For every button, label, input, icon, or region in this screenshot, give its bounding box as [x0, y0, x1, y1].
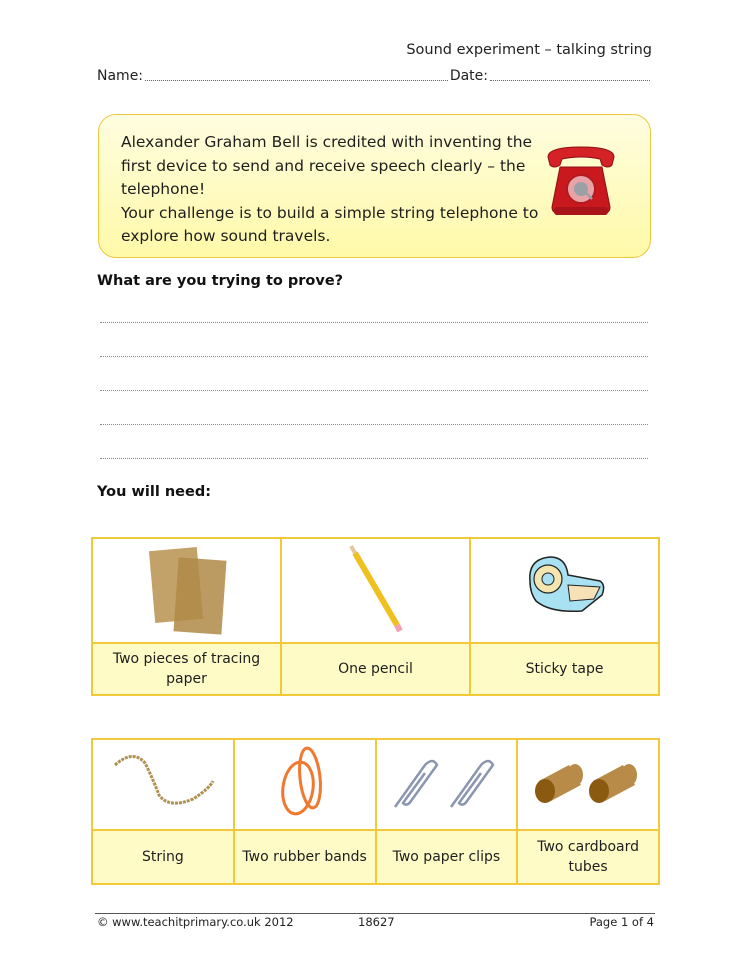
answer-line[interactable] [100, 458, 648, 459]
materials-image-cell [470, 538, 659, 643]
tracing-paper-icon [132, 541, 242, 636]
answer-line[interactable] [100, 356, 648, 357]
paper-clips-icon [381, 743, 511, 823]
material-label-paper-clips: Two paper clips [376, 830, 518, 884]
materials-image-cell [234, 739, 376, 830]
answer-line[interactable] [100, 390, 648, 391]
material-label-sticky-tape: Sticky tape [470, 643, 659, 695]
footer-page-number: Page 1 of 4 [589, 915, 654, 929]
answer-line[interactable] [100, 424, 648, 425]
date-label: Date: [449, 68, 488, 84]
intro-line: first device to send and receive speech clearly – the [121, 156, 526, 175]
name-date-row [97, 68, 652, 85]
material-label-cardboard-tubes: Two cardboard tubes [517, 830, 659, 884]
materials-image-cell [92, 739, 234, 830]
intro-line: Alexander Graham Bell is credited with inventing the [121, 133, 533, 151]
worksheet-title: Sound experiment – talking string [406, 42, 652, 58]
material-label-tracing-paper: Two pieces of tracing paper [92, 643, 281, 695]
material-label-rubber-bands: Two rubber bands [234, 830, 376, 884]
answer-line[interactable] [100, 322, 648, 323]
footer-divider [95, 913, 655, 914]
need-heading: You will need: [97, 484, 212, 500]
rubber-bands-icon [260, 740, 350, 825]
footer-copyright: © www.teachitprimary.co.uk 2012 [97, 915, 294, 929]
tape-dispenser-icon [510, 541, 620, 636]
material-label-string: String [92, 830, 234, 884]
string-icon [103, 743, 223, 823]
intro-info-box [98, 114, 651, 258]
telephone-icon [542, 143, 620, 219]
intro-line: telephone! [121, 180, 206, 198]
materials-table-2 [91, 738, 660, 885]
name-label: Name: [97, 68, 144, 84]
materials-image-cell [517, 739, 659, 830]
pencil-icon [321, 541, 431, 636]
materials-table-1 [91, 537, 660, 696]
date-field[interactable] [490, 68, 650, 81]
intro-line: Your challenge is to build a simple string telephone to [121, 203, 539, 222]
name-field[interactable] [145, 68, 448, 81]
footer-resource-code: 18627 [358, 915, 395, 929]
materials-image-cell [376, 739, 518, 830]
materials-image-cell [281, 538, 470, 643]
cardboard-tubes-icon [523, 743, 653, 823]
prove-heading: What are you trying to prove? [97, 273, 344, 289]
material-label-pencil: One pencil [281, 643, 470, 695]
intro-line: explore how sound travels. [121, 227, 331, 245]
materials-image-cell [92, 538, 281, 643]
intro-text [121, 131, 541, 249]
